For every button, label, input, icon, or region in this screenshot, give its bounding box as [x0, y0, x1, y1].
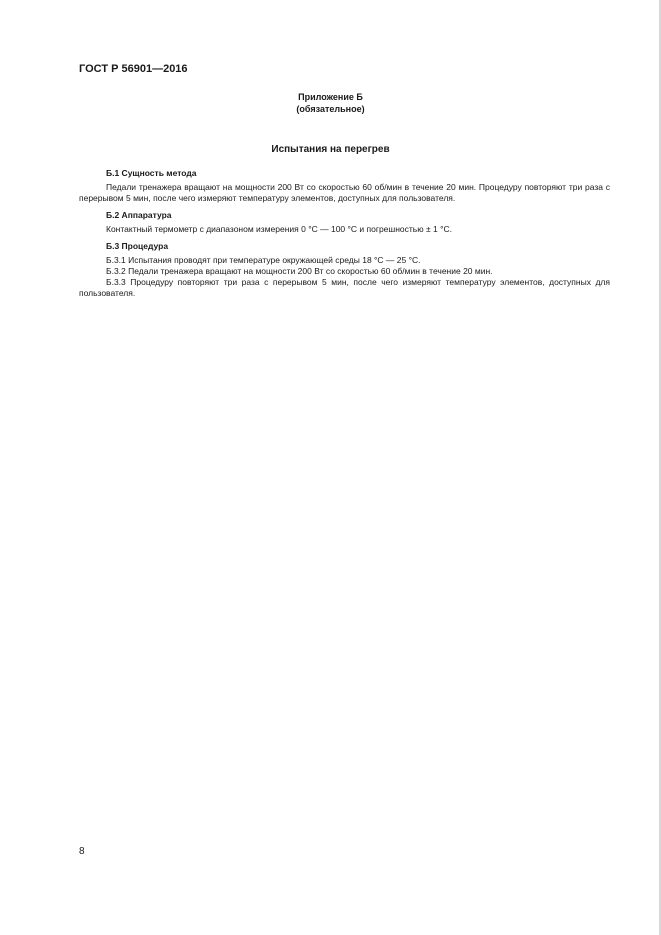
section-heading: Б.3 Процедура [106, 241, 169, 251]
annex-content [79, 168, 610, 299]
paragraph: Б.3.3 Процедуру повторяют три раза с перерывом 5 мин, после чего измеряют температуру элементов, доступных для пользователя. [79, 277, 610, 298]
section-heading: Б.1 Сущность метода [106, 168, 197, 178]
paragraph: Б.3.2 Педали тренажера вращают на мощности 200 Вт со скоростью 60 об/мин в течение 20 мин. [106, 266, 493, 276]
document-code: ГОСТ Р 56901—2016 [79, 63, 188, 75]
annex-status: (обязательное) [296, 104, 365, 114]
section-heading: Б.2 Аппаратура [106, 210, 172, 220]
page-number: 8 [79, 846, 85, 857]
paragraph: Педали тренажера вращают на мощности 200 Вт со скоростью 60 об/мин в течение 20 мин. Процедуру повторяют три раза с перерывом 5 мин, после чего измеряют температуру элементов, доступных для пользователя. [79, 182, 610, 203]
paragraph: Контактный термометр с диапазоном измерения 0 °С — 100 °С и погрешностью ± 1 °С. [106, 224, 452, 234]
annex-label: Приложение Б [298, 92, 363, 102]
annex-title: Испытания на перегрев [271, 144, 390, 155]
paragraph: Б.3.1 Испытания проводят при температуре окружающей среды 18 °С — 25 °С. [106, 255, 421, 265]
